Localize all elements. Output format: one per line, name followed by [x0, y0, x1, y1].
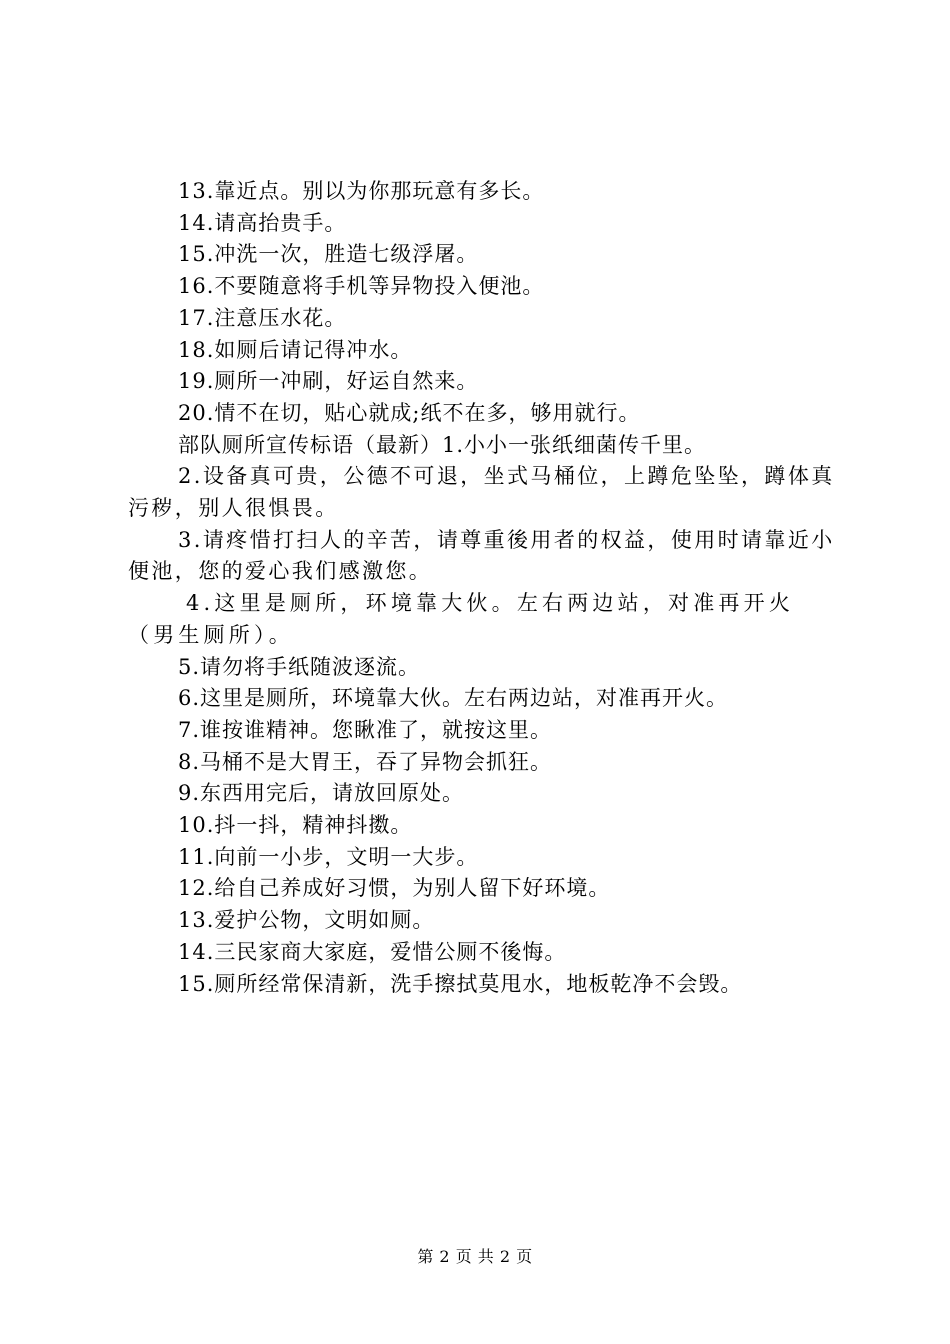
slogan-line: 19.厕所一冲刷，好运自然来。	[178, 369, 479, 394]
slogan-line: 20.情不在切，贴心就成;纸不在多，够用就行。	[178, 400, 641, 425]
slogan-line: 12.给自己养成好习惯，为别人留下好环境。	[178, 876, 611, 901]
slogan-line: 17.注意压水花。	[178, 305, 347, 330]
slogan-line: 16.不要随意将手机等异物投入便池。	[178, 274, 545, 299]
slogan-line: 9.东西用完后，请放回原处。	[178, 781, 465, 806]
slogan-line: 18.如厕后请记得冲水。	[178, 337, 413, 362]
slogan-line: 8.马桶不是大胃王，吞了异物会抓狂。	[178, 749, 553, 774]
slogan-line: 3.请疼惜打扫人的辛苦，请尊重後用者的权益，使用时请靠近小便池，您的爱心我们感激您。	[128, 527, 835, 584]
slogan-line: 2.设备真可贵，公德不可退，坐式马桶位，上蹲危坠坠，蹲体真污秽，别人很惧畏。	[128, 464, 835, 521]
section-heading-line: 部队厕所宣传标语（最新）1.小小一张纸细菌传千里。	[178, 432, 707, 457]
document-body	[128, 176, 838, 1000]
slogan-line: 7.谁按谁精神。您瞅准了，就按这里。	[178, 717, 553, 742]
slogan-line: 14.请高抬贵手。	[178, 210, 347, 235]
slogan-line: 13.爱护公物，文明如厕。	[178, 908, 435, 933]
slogan-line: 6.这里是厕所，环境靠大伙。左右两边站，对准再开火。	[178, 686, 729, 711]
page-footer: 第 2 页 共 2 页	[417, 1247, 533, 1266]
slogan-line: 10.抖一抖，精神抖擞。	[178, 813, 413, 838]
slogan-line: 11.向前一小步，文明一大步。	[178, 844, 479, 869]
slogan-line: 5.请勿将手纸随波逐流。	[178, 654, 421, 679]
slogan-line: 4.这里是厕所，环境靠大伙。左右两边站，对准再开火（男生厕所）。	[128, 591, 795, 647]
slogan-line: 14.三民家商大家庭，爱惜公厕不後悔。	[178, 939, 567, 964]
slogan-line: 15.冲洗一次，胜造七级浮屠。	[178, 242, 479, 267]
slogan-line: 13.靠近点。别以为你那玩意有多长。	[178, 179, 545, 203]
slogan-line: 15.厕所经常保清新，洗手擦拭莫甩水，地板乾净不会毁。	[178, 971, 743, 996]
